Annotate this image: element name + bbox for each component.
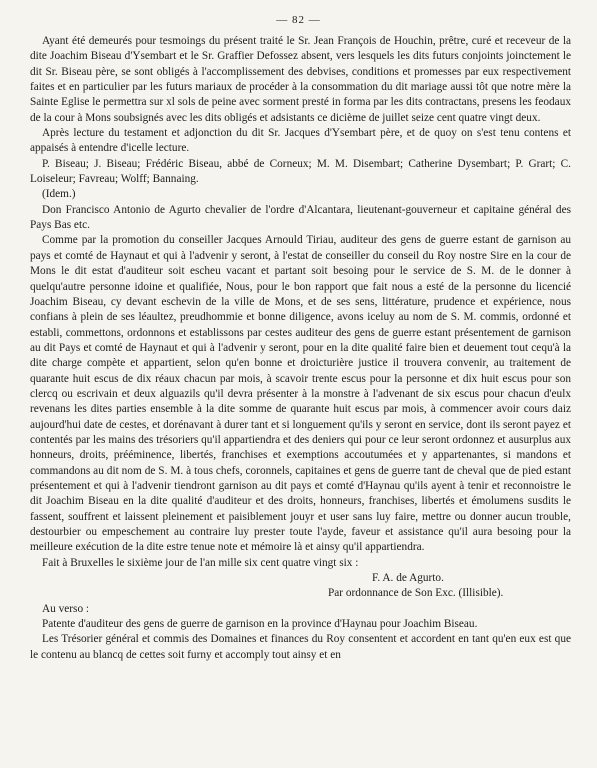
- paragraph-9: Par ordonnance de Son Exc. (Illisible).: [328, 587, 504, 600]
- document-body: [30, 34, 571, 663]
- paragraph-12: Les Trésorier général et commis des Domaines et finances du Roy consentent et accordent en tant qu'en eux est que le contenu au blancq de cettes soit furny et accomply tout ainsy et en: [30, 633, 571, 661]
- paragraph-7: Fait à Bruxelles le sixième jour de l'an mille six cent quatre vingt six :: [42, 556, 359, 569]
- paragraph-6: Comme par la promotion du conseiller Jacques Arnould Tiriau, auditeur des gens de guerre estant de garnison au pays et comté de Haynaut et qui à l'advenir y seront, à l'estat de conseiller du conseil du Roy nostre Sire en la cour de Mons le dit estat d'auditeur soit escheu vacant et partant soit besoing pour le service de S. M. de le donner à quelqu'autre personne idoine et qualifiée, Nous, pour le bon rapport que fait nous a esté de la personne du licencié Joachim Biseau, cy devant eschevin de la ville de Mons, et de ses sens, littérature, prudence et expérience, nous confians à plein de ses léaultez, preudhommie et bonne diligence, avons iceluy au nom de S. M. commis, ordonné et establi, commettons, ordonnons et establissons par cestes auditeur des gens de guerre estant présentement de garnison au dit Pays et comté de Haynaut et qui à l'advenir y seront, pour en la dite qualité faire bien et deuement tout cequ'à la dite charge compète et appartient, selon qu'en bonne et droicturière justice il trouvera convenir, au traitement de quarante huit escus de dix réaux chacun par mois, à scavoir trente escus pour la personne et dix huit escus pour son clercq ou escrivain et deux alguazils qu'il devra présenter à la monstre à l'advenant de six escus pour chacun d'eulx revenans les dites parties ensemble à la dite somme de quarante huit escus par mois, à commencer avoir cours daiz aujourd'hui date de cestes, et dorénavant à durer tant et si longuement qu'ils y seront en service, dont ils seront payez et contentés par les mains des trésoriers qu'il appartiendra et des deniers qui pour ce leur seront ordonnez et ausurplus aux honneurs, droits, prééminence, libertés, franchises et exemptions accoutumées et y appartenantes, si mandons et commandons au dit nom de S. M. à tous chefs, coronnels, capitaines et gens de guerre tant de cheval que de pied estant présentement et qui à l'advenir tiendront garnison au dit pays et comté d'Haynau qu'ils ayent à tenir et reconnoistre le dit Joachim Biseau en la dite qualité d'auditeur et des droits, honneurs, franchises, libertés et émolumens susdits le fassent, souffrent et laissent pleinement et paisiblement jouyr et user sans luy faire, mettre ou donner aucun trouble, destourbier ou empeschement au contraire luy prester toute l'ayde, faveur et assistance qu'il aura besoing pour la meilleure exécution de la dite estre tenue note et mémoire là et ainsy qu'il appartiendra.: [30, 234, 571, 554]
- paragraph-2: Après lecture du testament et adjonction du dit Sr. Jacques d'Ysembart père, et de quoy on s'est tenu contens et appaisés à entendre d'icelle lecture.: [30, 127, 571, 155]
- paragraph-1: Ayant été demeurés pour tesmoings du présent traité le Sr. Jean François de Houchin, prêtre, curé et receveur de la dite Joachim Biseau d'Ysembart et le Sr. Graffier Defossez absent, vers lesquels les dits futurs conjoints joinctement le dit Sr. Biseau père, se sont obligés à l'accomplissement des debvises, conditions et promesses par eux respectivement faites et en particulier par les futurs mariaux de procéder à la consommation du dit mariage aussi tôt que notre mère la Sainte Eglise le permettra sur xl sols de peine avec sorment presté in forma par les dits contractans, presens les feodaux de la cour à Mons soubsignés avec les dits obligés et adsistants ce dicième de juillet seize cent quatre vingt deux.: [30, 35, 571, 124]
- paragraph-3: P. Biseau; J. Biseau; Frédéric Biseau, abbé de Corneux; M. M. Disembart; Catherine Dysembart; P. Grart; C. Loiseleur; Favreau; Wolff; Bannaing.: [30, 157, 571, 186]
- paragraph-5: Don Francisco Antonio de Agurto chevalier de l'ordre d'Alcantara, lieutenant-gouverneur et capitaine général des Pays Bas etc.: [30, 203, 571, 232]
- paragraph-8: F. A. de Agurto.: [372, 572, 444, 585]
- page-number: — 82 —: [276, 14, 321, 26]
- paragraph-4: (Idem.): [42, 188, 76, 201]
- paragraph-10: Au verso :: [42, 602, 90, 615]
- paragraph-11: Patente d'auditeur des gens de guerre de garnison en la province d'Haynau pour Joachim Biseau.: [42, 618, 478, 631]
